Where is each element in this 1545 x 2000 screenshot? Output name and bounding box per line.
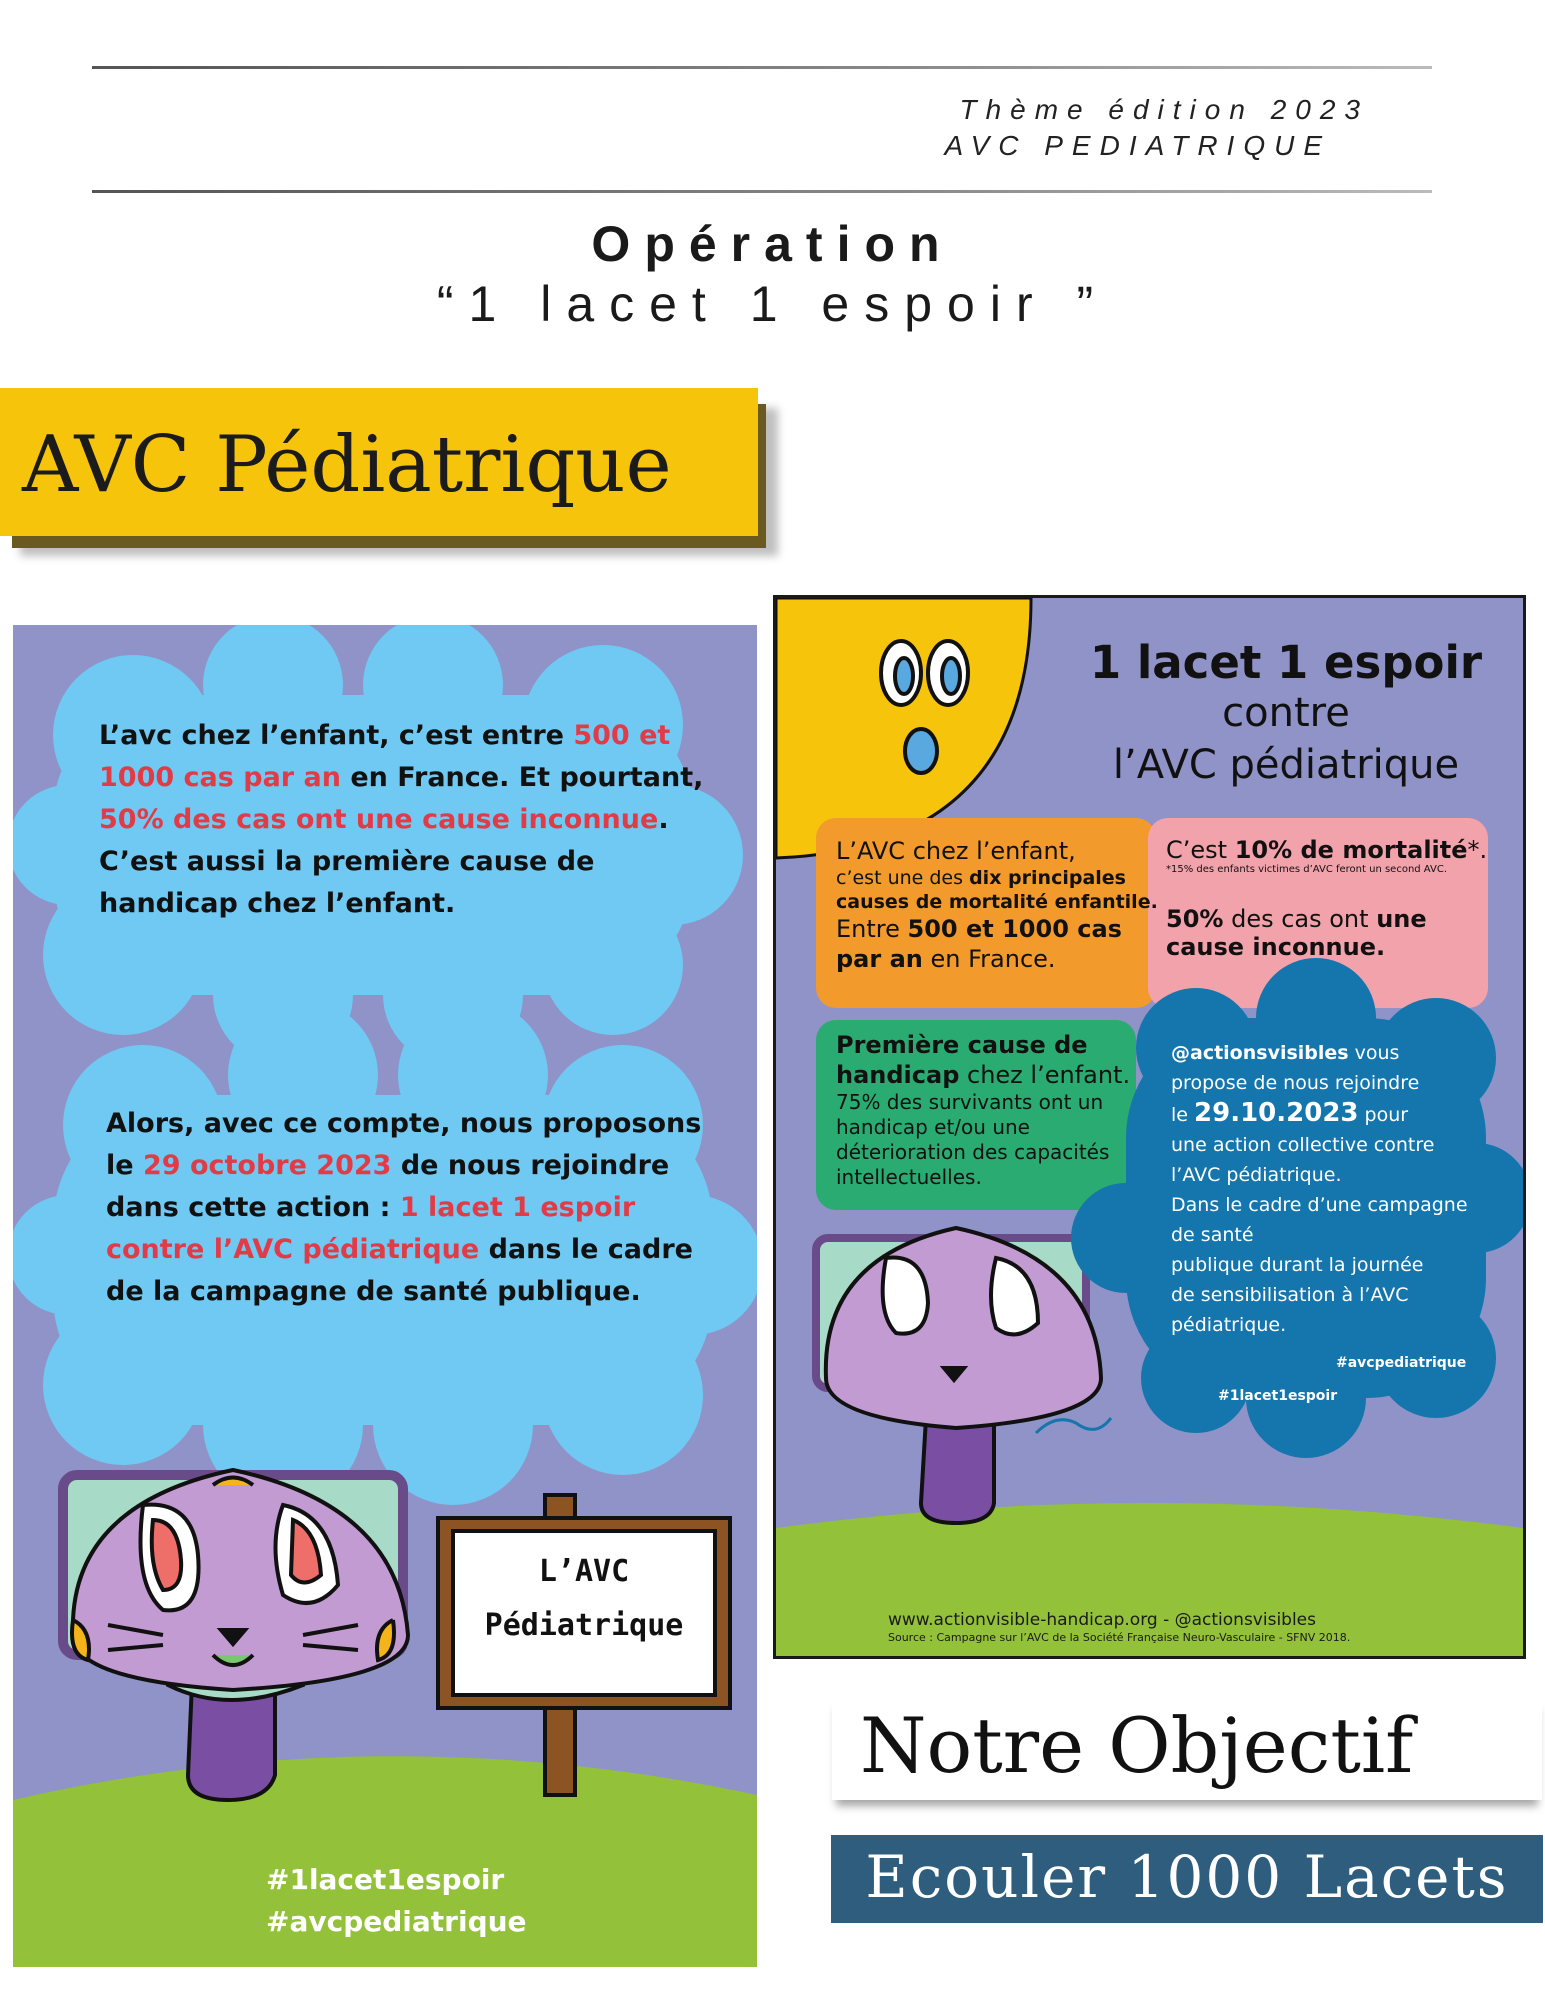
objective-banner <box>832 1695 1542 1800</box>
footer-url: www.actionvisible-handicap.org - @actionsvisibles <box>888 1610 1316 1630</box>
orange-box-text: L’AVC chez l’enfant, c’est une des dix principales causes de mortalité enfantile. Entre 500 et 1000 cas par an en France. <box>836 837 1158 973</box>
left-poster <box>13 625 757 1967</box>
left-tag-1: #1lacet1espoir <box>266 1863 505 1896</box>
cloud-1-text: L’avc chez l’enfant, c’est entre 500 et 1000 cas par an en France. Et pourtant, 50% des cas ont une cause inconnue. C’est aussi la première cause de handicap chez l’enfant. <box>99 720 704 919</box>
blue-tag-1: #avcpediatrique <box>1336 1355 1467 1371</box>
banner-title: AVC Pédiatrique <box>22 420 672 510</box>
blue-cloud-text: @actionsvisibles vous propose de nous rejoindre le 29.10.2023 pour une action collective contre l’AVC pédiatrique. Dans le cadre d’une campagne de santé publique durant la journée de sensibilisation à l’AVC pédiatrique. <box>1171 1042 1468 1336</box>
green-box-text: Première cause de handicap chez l’enfant. 75% des survivants ont un handicap et/ou une déterioration des capacités intellectuelles. <box>836 1031 1131 1189</box>
pink-box-text: C’est 10% de mortalité*. *15% des enfants victimes d’AVC feront un second AVC. 50% des cas ont une cause inconnue. <box>1166 836 1488 961</box>
mushroom-cat <box>63 1470 408 1800</box>
top-rule <box>92 66 1432 69</box>
right-poster <box>773 595 1526 1659</box>
right-title-2: contre <box>1222 690 1350 736</box>
left-tag-2: #avcpediatrique <box>266 1905 527 1938</box>
blue-tag-2: #1lacet1espoir <box>1218 1388 1338 1404</box>
theme-line-2: AVC PEDIATRIQUE <box>944 130 1331 161</box>
operation-subtitle: “1 lacet 1 espoir ” <box>436 276 1109 332</box>
right-title-1: 1 lacet 1 espoir <box>1089 636 1483 689</box>
right-title-3: l’AVC pédiatrique <box>1112 742 1460 788</box>
goal-banner <box>831 1835 1543 1923</box>
avc-banner <box>0 388 758 536</box>
footer-source: Source : Campagne sur l’AVC de la Société Française Neuro-Vasculaire - SFNV 2018. <box>888 1631 1351 1644</box>
goal-text: Ecouler 1000 Lacets <box>865 1843 1509 1911</box>
theme-line-1: Thème édition 2023 <box>959 94 1369 125</box>
bottom-rule <box>92 190 1432 193</box>
cloud-2-text: Alors, avec ce compte, nous proposons le 29 octobre 2023 de nous rejoindre dans cette action : 1 lacet 1 espoir contre l’AVC pédiatrique dans le cadre de la campagne de santé publique. <box>106 1108 702 1307</box>
objective-title: Notre Objectif <box>860 1701 1414 1790</box>
operation-title: Opération <box>591 216 954 272</box>
right-mushroom-cat <box>816 1228 1101 1523</box>
sign-text: L’AVC Pédiatrique <box>484 1554 684 1643</box>
